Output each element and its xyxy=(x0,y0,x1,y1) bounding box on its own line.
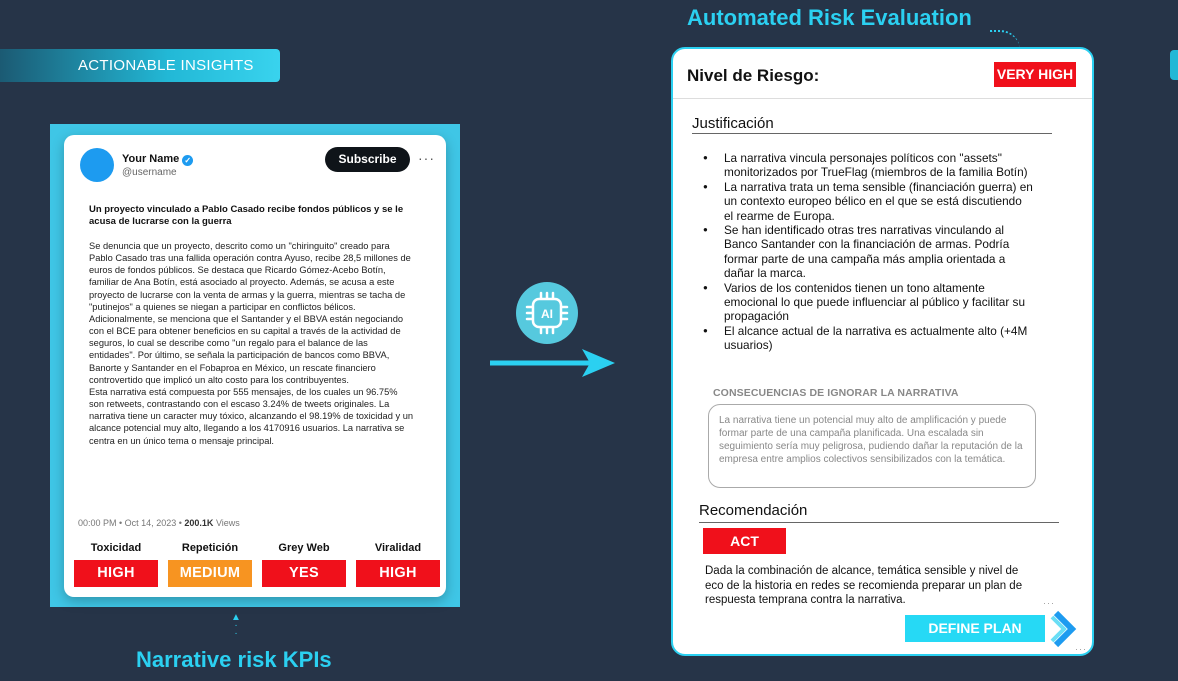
list-item: ● La narrativa vincula personajes políticos con "assets" monitorizados por TrueFlag (miembros de la familia Botín) xyxy=(703,151,1033,180)
dots-icon: ··· xyxy=(1043,598,1055,608)
recommendation-heading: Recomendación xyxy=(699,502,808,519)
chevron-right-icon[interactable] xyxy=(1050,609,1080,649)
justification-list xyxy=(703,151,1033,353)
ai-chip-icon xyxy=(516,282,578,344)
post-meta xyxy=(78,518,240,528)
kpi-repeticion xyxy=(168,542,252,587)
user-name-text: Your Name xyxy=(122,153,180,165)
kpi-label: Grey Web xyxy=(278,542,330,554)
flow-arrow-icon xyxy=(490,343,620,383)
kpi-grey-web xyxy=(262,542,346,587)
verified-icon: ✓ xyxy=(182,155,193,166)
kpi-toxicidad xyxy=(74,542,158,587)
define-plan-button[interactable]: DEFINE PLAN xyxy=(905,615,1045,642)
recommendation-text: Dada la combinación de alcance, temática sensible y nivel de eco de la historia en redes se recomienda preparar un plan de respuesta temprana contra la narrativa. xyxy=(705,565,1023,606)
arrow-up-icon: ▲ · · xyxy=(231,612,241,639)
list-item: ● Se han identificado otras tres narrativas vinculando al Banco Santander con la financiación de armas. Podría formar parte de una campaña más amplia orientada a dañar la marca. xyxy=(703,223,1033,281)
kpi-caption: Narrative risk KPIs xyxy=(136,647,332,672)
social-post-card xyxy=(64,135,446,597)
user-handle: @username xyxy=(122,167,177,178)
consequences-box: La narrativa tiene un potencial muy alto de amplificación y puede formar parte de una campaña planificada. Una escalada sin seguimiento sería muy peligrosa, pudiendo dañar la reputación de la empresa entre amplios colectivos sensibilizados con la temática. xyxy=(708,404,1036,488)
kpi-label: Repetición xyxy=(181,542,239,554)
kpi-viralidad xyxy=(356,542,440,587)
more-options-icon[interactable]: ··· xyxy=(418,150,435,166)
justification-divider xyxy=(692,133,1052,134)
evaluation-caption: Automated Risk Evaluation xyxy=(687,5,972,30)
avatar[interactable] xyxy=(80,148,114,182)
kpi-value-badge: HIGH xyxy=(356,560,440,587)
kpi-value-badge: YES xyxy=(262,560,346,587)
post-body: Se denuncia que un proyecto, descrito como un "chiringuito" creado para Pablo Casado tras una fallida operación contra Ayuso, recibe 28,5 millones de euros de fondos públicos. Se destaca que Ricardo Gómez-Acebo Botín, familiar de Ana Botín, está asociado al proyecto. Además, se acusa a este proyecto de lucrarse con la venta de armas y la guerra, mientras se tacha de "putinejos" a quienes se niegan a participar en conflictos bélicos. Adicionalmente, se menciona que el Santander y el BBVA están negociando con el BCE para obtener beneficios en su capital a través de la actividad de seguros, lo cual se describe como "un regalo para el balance de las entidades". Por último, se señala la participación de bancos como BBVA, Banorte y Santander en el Fobaproa en México, un rescate financiero controvertido que implicó un alto costo para los contribuyentes. Esta narrativa está compuesta por 555 mensajes, de los cuales un 96.75% son retweets, contrastando con el escaso 3.24% de tweets originales. La narrativa tiene un caracter muy tóxico, alcanzando el 98.19% de toxicidad y un alcance potencial muy alto, llegando a los 4170916 usuarios. La narrativa se centra en un único tema o mensaje principal. xyxy=(89,241,414,446)
subscribe-button[interactable]: Subscribe xyxy=(325,147,410,172)
risk-title: Nivel de Riesgo: xyxy=(687,66,820,85)
consequences-heading: CONSECUENCIAS DE IGNORAR LA NARRATIVA xyxy=(713,387,959,399)
kpi-label: Viralidad xyxy=(374,542,422,554)
risk-level-badge: VERY HIGH xyxy=(994,62,1076,87)
ai-label: AI xyxy=(541,307,553,321)
kpi-value-badge: HIGH xyxy=(74,560,158,587)
post-views-count: 200.1K xyxy=(184,518,214,528)
kpi-label: Toxicidad xyxy=(90,542,142,554)
actionable-insights-banner: ACTIONABLE INSIGHTS xyxy=(0,49,280,82)
post-views-label: Views xyxy=(215,518,240,528)
kpi-value-badge: MEDIUM xyxy=(168,560,252,587)
user-name[interactable] xyxy=(122,153,193,166)
list-item: ● La narrativa trata un tema sensible (financiación guerra) en un contexto europeo bélico en el que se está discutiendo el rearme de Europa. xyxy=(703,180,1033,223)
post-title: Un proyecto vinculado a Pablo Casado recibe fondos públicos y se le acusa de lucrarse con la guerra xyxy=(89,204,404,227)
list-item: ● Varios de los contenidos tienen un tono altamente emocional lo que puede influenciar al público y facilitar su propagación xyxy=(703,281,1033,324)
edge-tab xyxy=(1170,50,1178,80)
risk-evaluation-card xyxy=(671,47,1094,656)
dots-icon: ··· xyxy=(1075,644,1087,654)
risk-header xyxy=(673,49,1092,99)
list-item: ● El alcance actual de la narrativa es actualmente alto (+4M usuarios) xyxy=(703,324,1033,353)
recommendation-divider xyxy=(699,522,1059,523)
post-timestamp: 00:00 PM • Oct 14, 2023 • xyxy=(78,518,182,528)
recommendation-action-badge: ACT xyxy=(703,528,786,554)
justification-heading: Justificación xyxy=(692,115,774,132)
